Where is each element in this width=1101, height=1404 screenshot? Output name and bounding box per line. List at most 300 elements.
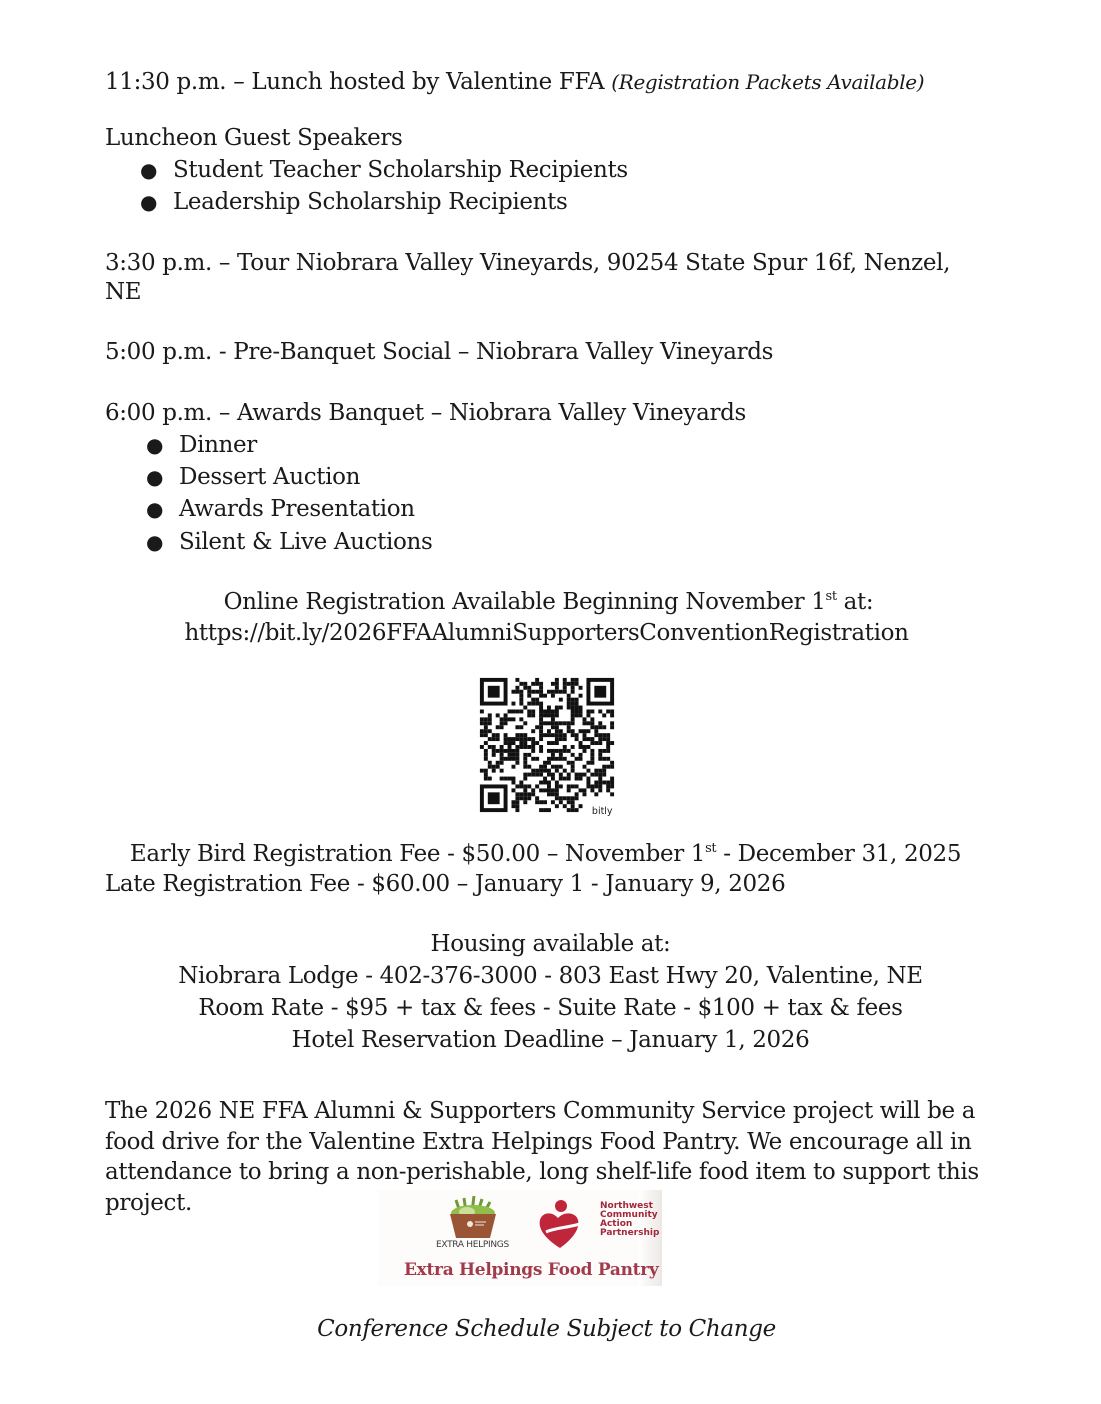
qr-module xyxy=(547,792,551,796)
qr-module xyxy=(579,788,583,792)
qr-module xyxy=(515,753,519,757)
qr-module xyxy=(551,741,555,745)
qr-module xyxy=(594,686,606,698)
qr-module xyxy=(551,788,555,792)
qr-module xyxy=(484,733,488,737)
ncap-line: Partnership xyxy=(600,1228,660,1238)
qr-module xyxy=(543,721,547,725)
qr-module xyxy=(511,781,515,785)
qr-module xyxy=(527,784,531,788)
qr-module xyxy=(583,733,587,737)
footer-note: Conference Schedule Subject to Change xyxy=(317,1316,776,1342)
bullet-icon: ● xyxy=(140,190,158,214)
qr-module xyxy=(508,737,512,741)
bullet-icon: ● xyxy=(146,530,164,554)
qr-module xyxy=(571,698,575,702)
qr-module xyxy=(531,709,535,713)
qr-module xyxy=(527,745,531,749)
qr-module xyxy=(523,765,527,769)
qr-module xyxy=(571,800,575,804)
qr-module xyxy=(602,765,606,769)
qr-module xyxy=(555,729,559,733)
qr-module xyxy=(523,737,527,741)
qr-module xyxy=(575,784,579,788)
qr-module xyxy=(590,725,594,729)
qr-module xyxy=(539,709,543,713)
qr-module xyxy=(559,765,563,769)
qr-module xyxy=(559,796,563,800)
online-registration-line: Online Registration Available Beginning November 1st at: xyxy=(223,589,874,615)
bullet-icon: ● xyxy=(146,465,164,489)
qr-module xyxy=(511,690,515,694)
qr-module xyxy=(535,800,539,804)
qr-module xyxy=(508,717,512,721)
qr-module xyxy=(508,749,512,753)
service-paragraph: The 2026 NE FFA Alumni & Supporters Community Service project will be a food drive for the Valentine Extra Helpings Food Pantry. We encourage all in attendance to bring a non-perishable, long shelf-life food item to support this project. xyxy=(105,1098,979,1216)
qr-module xyxy=(519,682,523,686)
qr-module xyxy=(500,721,504,725)
qr-module xyxy=(551,757,555,761)
qr-module xyxy=(555,678,559,682)
qr-module xyxy=(515,796,519,800)
qr-module xyxy=(571,804,575,808)
qr-module xyxy=(492,749,496,753)
qr-module xyxy=(539,733,543,737)
qr-module xyxy=(559,749,563,753)
qr-module xyxy=(543,788,547,792)
social-line: 5:00 p.m. - Pre-Banquet Social – Niobrara Valley Vineyards xyxy=(105,339,774,365)
qr-module xyxy=(531,702,535,706)
qr-module xyxy=(539,713,543,717)
banquet-item: ● Dessert Auction xyxy=(146,464,361,490)
qr-module xyxy=(586,784,590,788)
qr-module xyxy=(539,765,543,769)
qr-module xyxy=(567,702,571,706)
qr-module xyxy=(594,792,598,796)
qr-module xyxy=(551,690,555,694)
qr-module xyxy=(598,784,602,788)
qr-module xyxy=(583,792,587,796)
qr-module xyxy=(590,753,594,757)
qr-module xyxy=(563,777,567,781)
qr-module xyxy=(496,713,500,717)
qr-module xyxy=(547,690,551,694)
qr-module xyxy=(559,729,563,733)
qr-module xyxy=(492,745,496,749)
qr-module xyxy=(555,706,559,710)
housing-deadline: Hotel Reservation Deadline – January 1, 2026 xyxy=(291,1027,810,1053)
bullet-icon: ● xyxy=(146,433,164,457)
qr-module xyxy=(559,690,563,694)
qr-module xyxy=(555,737,559,741)
qr-module xyxy=(535,741,539,745)
qr-module xyxy=(480,721,484,725)
qr-module xyxy=(500,717,504,721)
qr-module xyxy=(555,781,559,785)
qr-module xyxy=(598,725,602,729)
qr-module xyxy=(579,753,583,757)
qr-module xyxy=(567,777,571,781)
qr-module xyxy=(515,761,519,765)
qr-module xyxy=(594,725,598,729)
qr-module xyxy=(511,749,515,753)
qr-module xyxy=(563,737,567,741)
qr-module xyxy=(555,690,559,694)
qr-module xyxy=(586,737,590,741)
qr-module xyxy=(567,808,571,812)
qr-module xyxy=(559,800,563,804)
qr-module xyxy=(531,792,535,796)
qr-module xyxy=(515,678,519,682)
qr-module xyxy=(511,788,515,792)
qr-module xyxy=(590,737,594,741)
bullet-icon: ● xyxy=(140,158,158,182)
qr-module xyxy=(535,682,539,686)
qr-module xyxy=(488,686,500,698)
qr-module xyxy=(571,721,575,725)
qr-module xyxy=(484,773,488,777)
qr-module xyxy=(547,721,551,725)
qr-module xyxy=(539,721,543,725)
qr-module xyxy=(579,694,583,698)
qr-module xyxy=(606,784,610,788)
qr-module xyxy=(598,773,602,777)
qr-module xyxy=(598,769,602,773)
qr-module xyxy=(492,733,496,737)
qr-module xyxy=(523,733,527,737)
speakers-heading: Luncheon Guest Speakers xyxy=(105,125,403,151)
early-bird-fee-line: Early Bird Registration Fee - $50.00 – November 1st - December 31, 2025 xyxy=(129,841,962,867)
qr-code-icon[interactable] xyxy=(473,672,621,818)
qr-module xyxy=(567,694,571,698)
qr-module xyxy=(519,725,523,729)
qr-module xyxy=(586,713,590,717)
qr-module xyxy=(488,717,492,721)
qr-module xyxy=(504,733,508,737)
qr-module xyxy=(563,757,567,761)
qr-module xyxy=(586,777,590,781)
qr-module xyxy=(531,682,535,686)
qr-module xyxy=(571,713,575,717)
qr-module xyxy=(579,709,583,713)
qr-module xyxy=(484,753,488,757)
qr-module xyxy=(531,741,535,745)
qr-module xyxy=(488,737,492,741)
qr-module xyxy=(535,773,539,777)
qr-module xyxy=(598,757,602,761)
qr-module xyxy=(543,800,547,804)
registration-url-link[interactable]: https://bit.ly/2026FFAAlumniSupportersConventionRegistration xyxy=(184,620,909,646)
qr-module xyxy=(606,788,610,792)
qr-module xyxy=(575,733,579,737)
qr-module xyxy=(555,741,559,745)
qr-module xyxy=(535,678,539,682)
qr-module xyxy=(571,769,575,773)
qr-module xyxy=(535,702,539,706)
qr-module xyxy=(508,745,512,749)
speaker-item: ● Leadership Scholarship Recipients xyxy=(140,189,568,215)
qr-module xyxy=(480,709,484,713)
qr-module xyxy=(579,777,583,781)
qr-module xyxy=(551,709,555,713)
qr-module xyxy=(488,713,492,717)
qr-module xyxy=(500,757,504,761)
qr-module xyxy=(579,729,583,733)
qr-module xyxy=(515,804,519,808)
qr-module xyxy=(567,749,571,753)
qr-module xyxy=(594,784,598,788)
qr-module xyxy=(590,749,594,753)
qr-module xyxy=(511,800,515,804)
qr-module xyxy=(575,757,579,761)
qr-module xyxy=(539,800,543,804)
qr-module xyxy=(500,769,504,773)
qr-module xyxy=(515,749,519,753)
qr-module xyxy=(539,690,543,694)
qr-module xyxy=(531,713,535,717)
qr-module xyxy=(543,733,547,737)
qr-module xyxy=(606,781,610,785)
qr-module xyxy=(598,737,602,741)
qr-module xyxy=(555,721,559,725)
qr-module xyxy=(559,773,563,777)
qr-module xyxy=(610,792,614,796)
qr-module xyxy=(602,737,606,741)
qr-module xyxy=(539,769,543,773)
qr-module xyxy=(500,749,504,753)
qr-module xyxy=(539,694,543,698)
qr-module xyxy=(590,717,594,721)
qr-module xyxy=(551,717,555,721)
qr-module xyxy=(559,777,563,781)
qr-module xyxy=(519,733,523,737)
qr-module xyxy=(535,690,539,694)
qr-module xyxy=(598,777,602,781)
qr-module xyxy=(555,796,559,800)
qr-module xyxy=(575,702,579,706)
lunch-text: 11:30 p.m. – Lunch hosted by Valentine FFA xyxy=(105,69,612,95)
qr-module xyxy=(602,725,606,729)
qr-module xyxy=(523,741,527,745)
ncap-line: Community xyxy=(600,1210,658,1220)
qr-module xyxy=(575,706,579,710)
qr-module xyxy=(496,761,500,765)
qr-module xyxy=(583,737,587,741)
qr-module xyxy=(539,706,543,710)
qr-module xyxy=(551,721,555,725)
qr-module xyxy=(519,781,523,785)
qr-module xyxy=(579,773,583,777)
qr-module xyxy=(535,698,539,702)
qr-module xyxy=(559,737,563,741)
qr-module xyxy=(575,682,579,686)
qr-module xyxy=(531,729,535,733)
qr-module xyxy=(579,713,583,717)
qr-module xyxy=(484,729,488,733)
qr-module xyxy=(586,721,590,725)
qr-module xyxy=(551,694,555,698)
qr-module xyxy=(571,765,575,769)
banquet-item: ● Awards Presentation xyxy=(146,496,415,522)
qr-module xyxy=(567,784,571,788)
qr-module xyxy=(531,749,535,753)
qr-module xyxy=(575,698,579,702)
qr-module xyxy=(508,777,512,781)
qr-module xyxy=(515,733,519,737)
qr-module xyxy=(547,769,551,773)
housing-rates: Room Rate - $95 + tax & fees - Suite Rate - $100 + tax & fees xyxy=(198,995,903,1021)
qr-module xyxy=(598,741,602,745)
qr-module xyxy=(511,765,515,769)
qr-module xyxy=(551,749,555,753)
qr-module xyxy=(606,709,610,713)
qr-module xyxy=(571,706,575,710)
qr-module xyxy=(551,733,555,737)
qr-module xyxy=(555,686,559,690)
qr-module xyxy=(590,741,594,745)
qr-module xyxy=(594,781,598,785)
qr-module xyxy=(598,788,602,792)
qr-module xyxy=(575,777,579,781)
qr-module xyxy=(583,773,587,777)
qr-module xyxy=(563,769,567,773)
banquet-item: ● Dinner xyxy=(146,432,257,458)
qr-module xyxy=(523,796,527,800)
qr-module xyxy=(583,788,587,792)
qr-module xyxy=(547,733,551,737)
qr-module xyxy=(559,784,563,788)
qr-module xyxy=(555,804,559,808)
qr-module xyxy=(543,808,547,812)
qr-module xyxy=(543,777,547,781)
qr-module xyxy=(504,713,508,717)
qr-module xyxy=(504,741,508,745)
qr-module xyxy=(583,721,587,725)
qr-module xyxy=(575,796,579,800)
qr-module xyxy=(508,753,512,757)
qr-module xyxy=(563,804,567,808)
qr-module xyxy=(575,773,579,777)
qr-module xyxy=(598,749,602,753)
qr-module xyxy=(511,757,515,761)
qr-module xyxy=(583,717,587,721)
qr-module xyxy=(543,765,547,769)
qr-module xyxy=(610,765,614,769)
qr-module xyxy=(583,729,587,733)
qr-module xyxy=(484,721,488,725)
tour-line-2: NE xyxy=(105,279,142,305)
qr-module xyxy=(488,729,492,733)
qr-module xyxy=(567,773,571,777)
qr-module xyxy=(500,777,504,781)
qr-module xyxy=(543,781,547,785)
qr-module xyxy=(555,682,559,686)
qr-module xyxy=(496,725,500,729)
qr-module xyxy=(500,761,504,765)
qr-module xyxy=(484,757,488,761)
qr-module xyxy=(480,733,484,737)
qr-module xyxy=(551,725,555,729)
qr-module xyxy=(579,757,583,761)
qr-module xyxy=(515,808,519,812)
qr-module xyxy=(484,749,488,753)
qr-module xyxy=(480,717,484,721)
qr-module xyxy=(571,808,575,812)
qr-module xyxy=(523,800,527,804)
qr-module xyxy=(508,741,512,745)
qr-module xyxy=(610,721,614,725)
qr-module xyxy=(535,757,539,761)
qr-module xyxy=(606,757,610,761)
qr-module xyxy=(575,713,579,717)
qr-module xyxy=(571,709,575,713)
qr-module xyxy=(563,690,567,694)
qr-module xyxy=(531,788,535,792)
qr-module xyxy=(511,737,515,741)
qr-module xyxy=(555,713,559,717)
qr-module xyxy=(523,753,527,757)
qr-module xyxy=(523,721,527,725)
qr-module xyxy=(547,757,551,761)
ncap-line: Northwest xyxy=(600,1201,653,1211)
qr-module xyxy=(484,769,488,773)
qr-module xyxy=(539,702,543,706)
qr-module xyxy=(567,682,571,686)
qr-module xyxy=(567,698,571,702)
qr-module xyxy=(563,745,567,749)
qr-module xyxy=(531,737,535,741)
qr-module xyxy=(515,737,519,741)
qr-module xyxy=(515,686,519,690)
qr-module xyxy=(579,741,583,745)
qr-module xyxy=(590,784,594,788)
qr-module xyxy=(527,792,531,796)
qr-module xyxy=(551,773,555,777)
qr-module xyxy=(504,757,508,761)
qr-module xyxy=(555,733,559,737)
qr-module xyxy=(547,784,551,788)
qr-module xyxy=(567,800,571,804)
qr-module xyxy=(547,706,551,710)
qr-module xyxy=(563,721,567,725)
qr-module xyxy=(511,804,515,808)
qr-module xyxy=(575,737,579,741)
qr-module xyxy=(602,713,606,717)
qr-module xyxy=(567,796,571,800)
qr-module xyxy=(519,709,523,713)
qr-module xyxy=(571,729,575,733)
qr-module xyxy=(598,753,602,757)
qr-module xyxy=(515,792,519,796)
qr-module xyxy=(539,781,543,785)
qr-module xyxy=(555,788,559,792)
qr-module xyxy=(519,745,523,749)
qr-module xyxy=(527,690,531,694)
qr-module xyxy=(559,753,563,757)
qr-module xyxy=(543,694,547,698)
qr-module xyxy=(547,808,551,812)
qr-module xyxy=(531,698,535,702)
late-fee-line: Late Registration Fee - $60.00 – January 1 - January 9, 2026 xyxy=(105,871,786,897)
speaker-item: ● Student Teacher Scholarship Recipients xyxy=(140,157,628,183)
qr-module xyxy=(610,781,614,785)
qr-module xyxy=(555,757,559,761)
qr-module xyxy=(488,765,492,769)
qr-module xyxy=(590,721,594,725)
qr-module xyxy=(602,749,606,753)
qr-module xyxy=(590,757,594,761)
qr-module xyxy=(504,717,508,721)
